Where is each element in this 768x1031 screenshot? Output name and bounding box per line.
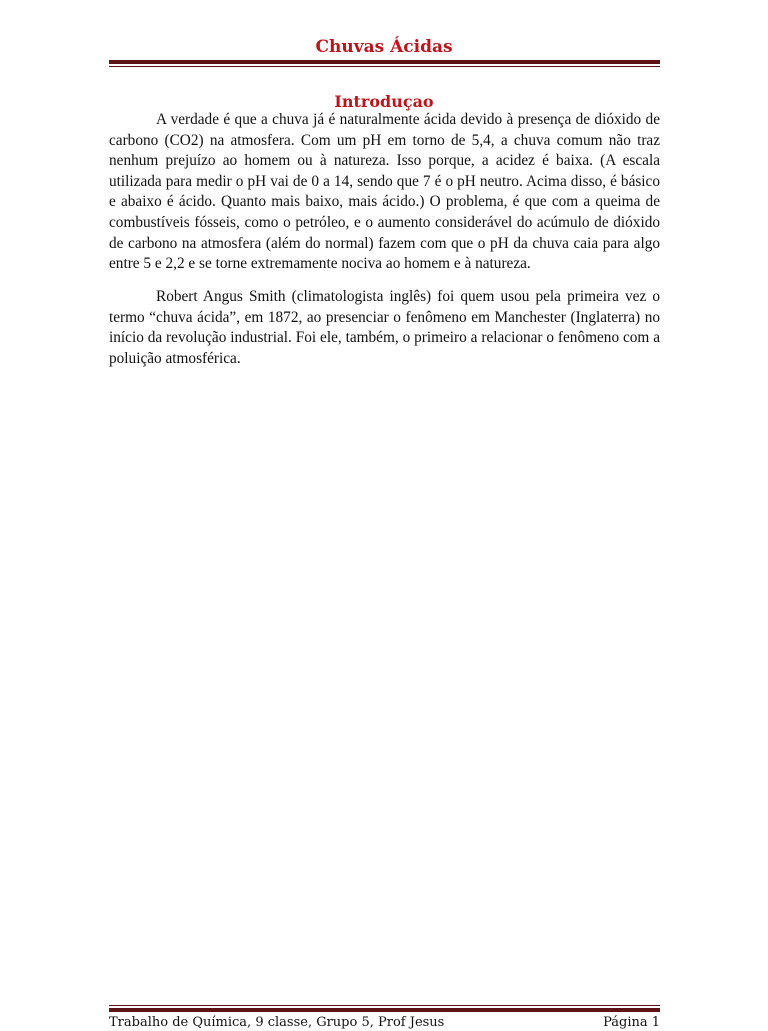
footer-page-number: Página 1 (603, 1015, 660, 1030)
header-rule-thick (109, 60, 660, 64)
paragraph-intro: A verdade é que a chuva já é naturalmente ácida devido à presença de dióxido de carbono (CO2) na atmosfera. Com um pH em torno de 5,4, a chuva comum não traz nenhum prejuízo ao homem ou à natureza. Isso porque, a acidez é baixa. (A escala utilizada para medir o pH vai de 0 a 14, sendo que 7 é o pH neutro. Acima disso, é básico e abaixo é ácido. Quanto mais baixo, mais ácido.) O problema, é que com a queima de combustíveis fósseis, como o petróleo, e o aumento considerável do acúmulo de dióxido de carbono na atmosfera (além do normal) fazem com que o pH da chuva caia para algo entre 5 e 2,2 e se torne extremamente nociva ao homem e à natureza. (109, 111, 660, 273)
section-heading: Introduçao (334, 92, 434, 111)
footer-course-info: Trabalho de Química, 9 classe, Grupo 5, Prof Jesus (109, 1015, 445, 1030)
footer-rule-thin (109, 1005, 660, 1006)
header-rule-thin (109, 66, 660, 67)
footer-rule-thick (109, 1008, 660, 1012)
document-title: Chuvas Ácidas (315, 37, 453, 57)
paragraph-history: Robert Angus Smith (climatologista inglês) foi quem usou pela primeira vez o termo “chuva ácida”, em 1872, ao presenciar o fenômeno em Manchester (Inglaterra) no início da revolução industrial. Foi ele, também, o primeiro a relacionar o fenômeno com a poluição atmosférica. (109, 288, 660, 367)
